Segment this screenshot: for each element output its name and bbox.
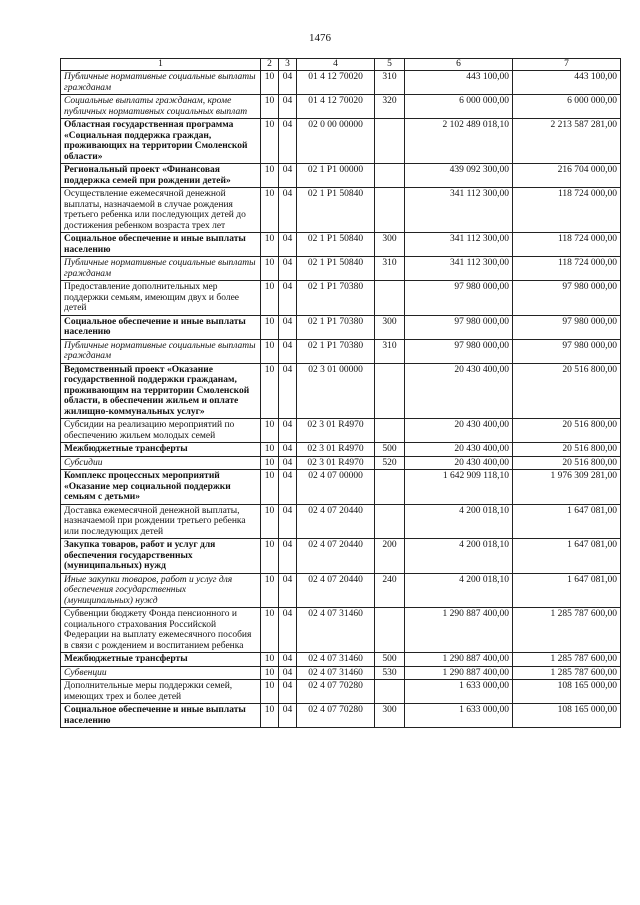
table-row bbox=[61, 95, 621, 119]
row-amount-year-1: 4 200 018,10 bbox=[405, 539, 513, 574]
row-expense-type-code: 500 bbox=[375, 443, 405, 457]
row-target-article-code: 02 1 P1 70380 bbox=[297, 281, 375, 316]
row-amount-year-2: 1 285 787 600,00 bbox=[513, 653, 621, 667]
row-target-article-code: 02 1 P1 50840 bbox=[297, 257, 375, 281]
table-row bbox=[61, 257, 621, 281]
row-section-code: 10 bbox=[261, 257, 279, 281]
table-row bbox=[61, 281, 621, 316]
row-name: Иные закупки товаров, работ и услуг для обеспечения государственных (муниципальных) нужд bbox=[61, 573, 261, 608]
row-name: Ведомственный проект «Оказание государственной поддержки гражданам, проживающим на территории Смоленской области, в обеспечении жильем и оплате жилищно-коммунальных услуг» bbox=[61, 363, 261, 419]
row-target-article-code: 02 4 07 70280 bbox=[297, 680, 375, 704]
row-name: Субвенции bbox=[61, 666, 261, 680]
row-target-article-code: 02 4 07 31460 bbox=[297, 653, 375, 667]
row-amount-year-2: 216 704 000,00 bbox=[513, 164, 621, 188]
row-target-article-code: 02 4 07 20440 bbox=[297, 539, 375, 574]
row-name: Предоставление дополнительных мер поддержки семьям, имеющим двух и более детей bbox=[61, 281, 261, 316]
row-subsection-code: 04 bbox=[279, 443, 297, 457]
row-subsection-code: 04 bbox=[279, 456, 297, 470]
row-target-article-code: 02 3 01 R4970 bbox=[297, 456, 375, 470]
table-row bbox=[61, 504, 621, 539]
table-row bbox=[61, 470, 621, 505]
row-target-article-code: 02 1 P1 50840 bbox=[297, 233, 375, 257]
row-section-code: 10 bbox=[261, 315, 279, 339]
row-name: Социальное обеспечение и иные выплаты населению bbox=[61, 315, 261, 339]
row-amount-year-2: 118 724 000,00 bbox=[513, 233, 621, 257]
row-section-code: 10 bbox=[261, 653, 279, 667]
row-name: Межбюджетные трансферты bbox=[61, 653, 261, 667]
row-expense-type-code bbox=[375, 608, 405, 653]
row-section-code: 10 bbox=[261, 443, 279, 457]
row-amount-year-1: 20 430 400,00 bbox=[405, 419, 513, 443]
row-target-article-code: 02 1 P1 70380 bbox=[297, 315, 375, 339]
row-name: Межбюджетные трансферты bbox=[61, 443, 261, 457]
row-subsection-code: 04 bbox=[279, 315, 297, 339]
row-subsection-code: 04 bbox=[279, 470, 297, 505]
row-amount-year-2: 1 647 081,00 bbox=[513, 539, 621, 574]
row-amount-year-1: 6 000 000,00 bbox=[405, 95, 513, 119]
table-row bbox=[61, 363, 621, 419]
row-target-article-code: 02 1 P1 00000 bbox=[297, 164, 375, 188]
row-target-article-code: 02 1 P1 70380 bbox=[297, 339, 375, 363]
row-expense-type-code bbox=[375, 119, 405, 164]
row-subsection-code: 04 bbox=[279, 573, 297, 608]
budget-table bbox=[60, 58, 621, 728]
row-subsection-code: 04 bbox=[279, 363, 297, 419]
row-amount-year-1: 20 430 400,00 bbox=[405, 443, 513, 457]
row-subsection-code: 04 bbox=[279, 653, 297, 667]
row-expense-type-code: 500 bbox=[375, 653, 405, 667]
row-expense-type-code: 240 bbox=[375, 573, 405, 608]
row-amount-year-1: 1 633 000,00 bbox=[405, 680, 513, 704]
row-expense-type-code: 300 bbox=[375, 233, 405, 257]
column-number-row bbox=[61, 59, 621, 71]
row-target-article-code: 01 4 12 70020 bbox=[297, 95, 375, 119]
row-expense-type-code bbox=[375, 419, 405, 443]
row-name: Областная государственная программа «Социальная поддержка граждан, проживающих на территории Смоленской области» bbox=[61, 119, 261, 164]
row-target-article-code: 02 4 07 20440 bbox=[297, 504, 375, 539]
table-row bbox=[61, 704, 621, 728]
row-name: Дополнительные меры поддержки семей, имеющих трех и более детей bbox=[61, 680, 261, 704]
row-amount-year-1: 20 430 400,00 bbox=[405, 456, 513, 470]
page-number: 1476 bbox=[309, 32, 331, 44]
row-target-article-code: 02 4 07 31460 bbox=[297, 608, 375, 653]
row-target-article-code: 02 0 00 00000 bbox=[297, 119, 375, 164]
row-name: Публичные нормативные социальные выплаты гражданам bbox=[61, 339, 261, 363]
row-expense-type-code: 300 bbox=[375, 315, 405, 339]
row-amount-year-2: 20 516 800,00 bbox=[513, 456, 621, 470]
row-amount-year-2: 1 647 081,00 bbox=[513, 504, 621, 539]
row-section-code: 10 bbox=[261, 95, 279, 119]
table-body bbox=[61, 71, 621, 728]
row-expense-type-code bbox=[375, 680, 405, 704]
row-amount-year-1: 439 092 300,00 bbox=[405, 164, 513, 188]
column-header: 6 bbox=[405, 59, 513, 71]
row-amount-year-1: 97 980 000,00 bbox=[405, 281, 513, 316]
row-name: Субвенции бюджету Фонда пенсионного и социального страхования Российской Федерации на выплату ежемесячного пособия в связи с рождением и воспитанием ребенка bbox=[61, 608, 261, 653]
row-amount-year-1: 1 642 909 118,10 bbox=[405, 470, 513, 505]
column-header: 2 bbox=[261, 59, 279, 71]
row-target-article-code: 02 4 07 20440 bbox=[297, 573, 375, 608]
row-target-article-code: 02 4 07 70280 bbox=[297, 704, 375, 728]
row-name: Публичные нормативные социальные выплаты гражданам bbox=[61, 257, 261, 281]
row-amount-year-2: 118 724 000,00 bbox=[513, 257, 621, 281]
table-row bbox=[61, 188, 621, 233]
row-amount-year-2: 97 980 000,00 bbox=[513, 281, 621, 316]
row-section-code: 10 bbox=[261, 470, 279, 505]
row-amount-year-1: 4 200 018,10 bbox=[405, 504, 513, 539]
row-section-code: 10 bbox=[261, 281, 279, 316]
row-section-code: 10 bbox=[261, 666, 279, 680]
row-subsection-code: 04 bbox=[279, 281, 297, 316]
row-expense-type-code: 310 bbox=[375, 339, 405, 363]
row-section-code: 10 bbox=[261, 339, 279, 363]
row-name: Комплекс процессных мероприятий «Оказание мер социальной поддержки семьям с детьми» bbox=[61, 470, 261, 505]
row-target-article-code: 02 3 01 00000 bbox=[297, 363, 375, 419]
row-expense-type-code: 200 bbox=[375, 539, 405, 574]
table-row bbox=[61, 315, 621, 339]
row-name: Субсидии на реализацию мероприятий по обеспечению жильем молодых семей bbox=[61, 419, 261, 443]
row-amount-year-1: 341 112 300,00 bbox=[405, 233, 513, 257]
row-subsection-code: 04 bbox=[279, 188, 297, 233]
row-amount-year-1: 341 112 300,00 bbox=[405, 188, 513, 233]
row-target-article-code: 02 4 07 31460 bbox=[297, 666, 375, 680]
table-row bbox=[61, 233, 621, 257]
row-amount-year-2: 1 285 787 600,00 bbox=[513, 666, 621, 680]
table-row bbox=[61, 573, 621, 608]
row-subsection-code: 04 bbox=[279, 119, 297, 164]
table-row bbox=[61, 653, 621, 667]
row-expense-type-code bbox=[375, 164, 405, 188]
row-expense-type-code bbox=[375, 281, 405, 316]
row-target-article-code: 02 4 07 00000 bbox=[297, 470, 375, 505]
row-expense-type-code bbox=[375, 363, 405, 419]
row-section-code: 10 bbox=[261, 539, 279, 574]
row-section-code: 10 bbox=[261, 164, 279, 188]
row-subsection-code: 04 bbox=[279, 233, 297, 257]
row-subsection-code: 04 bbox=[279, 539, 297, 574]
table-row bbox=[61, 680, 621, 704]
row-amount-year-2: 1 976 309 281,00 bbox=[513, 470, 621, 505]
row-amount-year-2: 108 165 000,00 bbox=[513, 680, 621, 704]
table-row bbox=[61, 164, 621, 188]
table-row bbox=[61, 456, 621, 470]
row-name: Закупка товаров, работ и услуг для обеспечения государственных (муниципальных) нужд bbox=[61, 539, 261, 574]
row-amount-year-2: 1 285 787 600,00 bbox=[513, 608, 621, 653]
row-expense-type-code: 310 bbox=[375, 71, 405, 95]
row-amount-year-2: 20 516 800,00 bbox=[513, 443, 621, 457]
row-amount-year-1: 341 112 300,00 bbox=[405, 257, 513, 281]
row-name: Социальное обеспечение и иные выплаты населению bbox=[61, 704, 261, 728]
row-subsection-code: 04 bbox=[279, 680, 297, 704]
row-name: Публичные нормативные социальные выплаты гражданам bbox=[61, 71, 261, 95]
row-subsection-code: 04 bbox=[279, 339, 297, 363]
row-section-code: 10 bbox=[261, 363, 279, 419]
row-section-code: 10 bbox=[261, 704, 279, 728]
column-header: 1 bbox=[61, 59, 261, 71]
row-expense-type-code: 530 bbox=[375, 666, 405, 680]
row-subsection-code: 04 bbox=[279, 666, 297, 680]
row-name: Субсидии bbox=[61, 456, 261, 470]
row-subsection-code: 04 bbox=[279, 71, 297, 95]
row-section-code: 10 bbox=[261, 608, 279, 653]
table-row bbox=[61, 666, 621, 680]
table-row bbox=[61, 339, 621, 363]
row-expense-type-code: 310 bbox=[375, 257, 405, 281]
row-section-code: 10 bbox=[261, 119, 279, 164]
row-expense-type-code bbox=[375, 470, 405, 505]
row-amount-year-1: 1 290 887 400,00 bbox=[405, 653, 513, 667]
row-section-code: 10 bbox=[261, 680, 279, 704]
row-section-code: 10 bbox=[261, 573, 279, 608]
table-row bbox=[61, 419, 621, 443]
column-header: 3 bbox=[279, 59, 297, 71]
row-target-article-code: 02 3 01 R4970 bbox=[297, 419, 375, 443]
row-amount-year-2: 6 000 000,00 bbox=[513, 95, 621, 119]
column-header: 7 bbox=[513, 59, 621, 71]
row-amount-year-2: 118 724 000,00 bbox=[513, 188, 621, 233]
row-section-code: 10 bbox=[261, 504, 279, 539]
row-amount-year-2: 20 516 800,00 bbox=[513, 419, 621, 443]
row-name: Осуществление ежемесячной денежной выплаты, назначаемой в случае рождения третьего ребенка или последующих детей до достижения ребенком возраста трех лет bbox=[61, 188, 261, 233]
row-subsection-code: 04 bbox=[279, 504, 297, 539]
row-subsection-code: 04 bbox=[279, 95, 297, 119]
row-amount-year-1: 1 290 887 400,00 bbox=[405, 666, 513, 680]
row-expense-type-code: 520 bbox=[375, 456, 405, 470]
row-amount-year-2: 2 213 587 281,00 bbox=[513, 119, 621, 164]
table-header bbox=[61, 59, 621, 71]
row-amount-year-2: 443 100,00 bbox=[513, 71, 621, 95]
row-amount-year-2: 20 516 800,00 bbox=[513, 363, 621, 419]
table-row bbox=[61, 539, 621, 574]
row-amount-year-1: 4 200 018,10 bbox=[405, 573, 513, 608]
row-subsection-code: 04 bbox=[279, 164, 297, 188]
row-name: Региональный проект «Финансовая поддержка семей при рождении детей» bbox=[61, 164, 261, 188]
row-amount-year-1: 97 980 000,00 bbox=[405, 315, 513, 339]
row-amount-year-1: 1 633 000,00 bbox=[405, 704, 513, 728]
row-amount-year-1: 2 102 489 018,10 bbox=[405, 119, 513, 164]
row-section-code: 10 bbox=[261, 233, 279, 257]
table-row bbox=[61, 71, 621, 95]
row-name: Социальное обеспечение и иные выплаты населению bbox=[61, 233, 261, 257]
row-subsection-code: 04 bbox=[279, 704, 297, 728]
row-subsection-code: 04 bbox=[279, 419, 297, 443]
table-row bbox=[61, 608, 621, 653]
row-expense-type-code bbox=[375, 504, 405, 539]
row-amount-year-1: 97 980 000,00 bbox=[405, 339, 513, 363]
row-amount-year-1: 1 290 887 400,00 bbox=[405, 608, 513, 653]
row-target-article-code: 02 3 01 R4970 bbox=[297, 443, 375, 457]
row-section-code: 10 bbox=[261, 188, 279, 233]
row-section-code: 10 bbox=[261, 456, 279, 470]
row-section-code: 10 bbox=[261, 71, 279, 95]
row-name: Доставка ежемесячной денежной выплаты, назначаемой при рождении третьего ребенка или последующих детей bbox=[61, 504, 261, 539]
row-name: Социальные выплаты гражданам, кроме публичных нормативных социальных выплат bbox=[61, 95, 261, 119]
row-section-code: 10 bbox=[261, 419, 279, 443]
row-subsection-code: 04 bbox=[279, 257, 297, 281]
table-row bbox=[61, 443, 621, 457]
row-amount-year-2: 97 980 000,00 bbox=[513, 339, 621, 363]
column-header: 5 bbox=[375, 59, 405, 71]
row-amount-year-2: 1 647 081,00 bbox=[513, 573, 621, 608]
row-expense-type-code: 320 bbox=[375, 95, 405, 119]
row-subsection-code: 04 bbox=[279, 608, 297, 653]
row-amount-year-1: 443 100,00 bbox=[405, 71, 513, 95]
row-expense-type-code bbox=[375, 188, 405, 233]
row-target-article-code: 02 1 P1 50840 bbox=[297, 188, 375, 233]
row-amount-year-1: 20 430 400,00 bbox=[405, 363, 513, 419]
row-target-article-code: 01 4 12 70020 bbox=[297, 71, 375, 95]
row-expense-type-code: 300 bbox=[375, 704, 405, 728]
column-header: 4 bbox=[297, 59, 375, 71]
table-row bbox=[61, 119, 621, 164]
row-amount-year-2: 108 165 000,00 bbox=[513, 704, 621, 728]
row-amount-year-2: 97 980 000,00 bbox=[513, 315, 621, 339]
